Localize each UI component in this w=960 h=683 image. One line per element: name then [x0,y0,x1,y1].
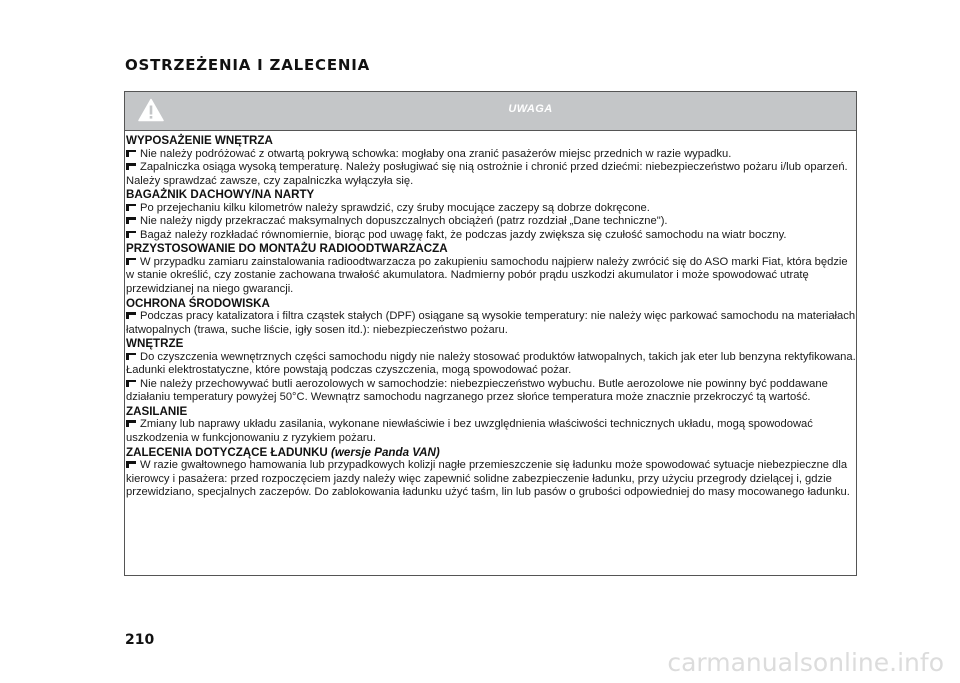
list-item: W razie gwałtownego hamowania lub przypadkowych kolizji nagłe przemieszczenie się ładunku może spowodować sytuacje niebezpieczne dla kierowcy i pasażera: przed rozpoczęciem jazdy należy więc zapewnić solidne zabezpieczenie ładunku, przy użyciu przegrody dzielącej i, gdzie przewidziano, specjalnych zaczepów. Do zablokowania ładunku użyć taśm, lin lub pasów o grubości odpowiedniej do masy mocowanego ładunku. [126,459,850,499]
section-title-roof-rack: BAGAŻNIK DACHOWY/NA NARTY [126,188,315,202]
bullet-icon [126,231,136,238]
section-title-load: ZALECENIA DOTYCZĄCE ŁADUNKU (wersje Panda VAN) [126,445,440,459]
bullet-icon [126,353,136,360]
list-item: Bagaż należy rozkładać równomiernie, biorąc pod uwagę fakt, że podczas jazdy zwiększa się czułość samochodu na wiatr boczny. [126,229,856,243]
list-item: Do czyszczenia wewnętrznych części samochodu nigdy nie należy stosować produktów łatwopalnych, takich jak eter lub benzyna rektyfikowana. Ładunki elektrostatyczne, które powstają podczas czyszczenia, mogą spowodować pożar. [126,350,856,377]
list-item: Nie należy nigdy przekraczać maksymalnych dopuszczalnych obciążeń (patrz rozdział „Dane techniczne"). [126,215,856,229]
watermark: carmanualsonline.info [667,648,944,677]
section-title-radio-preparation: PRZYSTOSOWANIE DO MONTAŻU RADIOODTWARZACZA [126,242,448,256]
warning-box [124,91,857,576]
bullet-icon [126,420,136,427]
section-title-fuel-supply: ZASILANIE [126,404,188,418]
list-item: Podczas pracy katalizatora i filtra cząstek stałych (DPF) osiągane są wysokie temperatury: nie należy więc parkować samochodu na materiałach łatwopalnych (trawa, suche liście, igły sosen itd.): niebezpieczeństwo pożaru. [126,310,856,336]
bullet-icon [126,312,136,319]
warning-header [125,92,856,131]
list-item: Nie należy przechowywać butli aerozolowych w samochodzie: niebezpieczeństwo wybuchu. Butle aerozolowe nie powinny być poddawane działaniu temperatury powyżej 50°C. Wewnątrz samochodu nagrzanego przez słońce temperatura może znacznie przekroczyć tą wartość. [126,377,828,404]
section-subtitle: (wersje Panda VAN) [331,445,440,459]
bullet-icon [126,380,136,387]
list-item: Zapalniczka osiąga wysoką temperaturę. Należy posługiwać się nią ostrożnie i chronić przed dziećmi: niebezpieczeństwo pożaru i/lub oparzeń. Należy sprawdzać zawsze, czy zapalniczka wyłączyła się. [126,161,848,187]
section-title-environment: OCHRONA ŚRODOWISKA [126,296,270,310]
section-title-interior-equipment: WYPOSAŻENIE WNĘTRZA [126,134,273,147]
warning-body [125,131,856,500]
bullet-icon [126,217,136,224]
page-title: OSTRZEŻENIA I ZALECENIA [125,56,371,74]
bullet-icon [126,150,136,157]
list-item: W przypadku zamiaru zainstalowania radioodtwarzacza po zakupieniu samochodu najpierw należy zwrócić się do ASO marki Fiat, która będzie w stanie określić, czy zostanie zachowana trwałość akumulatora. Nadmierny pobór prądu uszkodzi akumulator i może spowodować utratę przewidzianej na niego gwarancji. [126,255,848,296]
list-item: Nie należy podróżować z otwartą pokrywą schowka: mogłaby ona zranić pasażerów miejsc przednich w razie wypadku. [126,148,856,162]
bullet-icon [126,258,136,265]
section-title-interior: WNĘTRZE [126,337,184,351]
list-item: Zmiany lub naprawy układu zasilania, wykonane niewłaściwie i bez uwzględnienia właściwości technicznych układu, mogą spowodować uszkodzenia w funkcjonowaniu z ryzykiem pożaru. [126,418,813,445]
bullet-icon [126,204,136,211]
warning-label: UWAGA [508,103,553,115]
list-item: Po przejechaniu kilku kilometrów należy sprawdzić, czy śruby mocujące zaczepy są dobrze dokręcone. [126,202,856,216]
page-number: 210 [125,632,155,648]
bullet-icon [126,461,136,468]
bullet-icon [126,163,136,170]
